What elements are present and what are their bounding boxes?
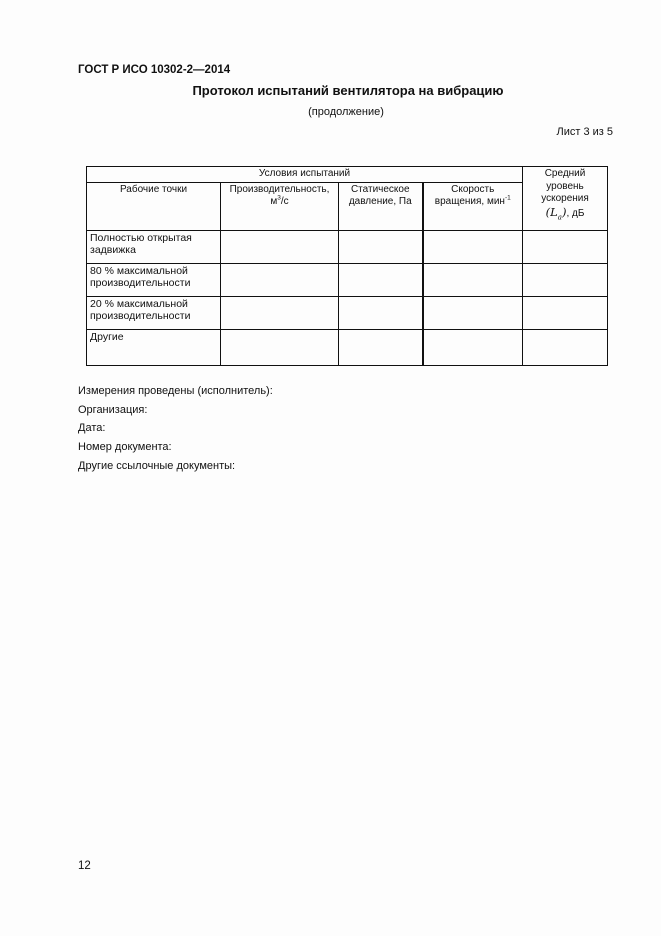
field-document-number: Номер документа:: [78, 441, 172, 453]
sheet-indicator: Лист 3 из 5: [556, 126, 613, 138]
col-header-operating-points: Рабочие точки: [87, 182, 221, 230]
test-protocol-table: [86, 166, 608, 366]
table-cell[interactable]: [339, 230, 423, 263]
table-cell[interactable]: [221, 230, 339, 263]
group-header-test-conditions: Условия испытаний: [87, 167, 523, 183]
page-title: Протокол испытаний вентилятора на вибрацию: [192, 83, 504, 98]
row-label: 80 % максимальной производительности: [87, 263, 221, 296]
table-cell[interactable]: [523, 296, 608, 329]
table-cell[interactable]: [221, 296, 339, 329]
row-label: Другие: [87, 329, 221, 365]
standard-id: ГОСТ Р ИСО 10302-2—2014: [78, 64, 231, 76]
table-cell[interactable]: [423, 329, 523, 365]
table-cell[interactable]: [221, 263, 339, 296]
page-number: 12: [78, 860, 91, 872]
table-cell[interactable]: [221, 329, 339, 365]
table-cell[interactable]: [339, 263, 423, 296]
table-row: [87, 230, 608, 263]
table-cell[interactable]: [423, 263, 523, 296]
page-subtitle: (продолжение): [308, 106, 384, 118]
col-header-flow-rate: Производительность, $м^3/с$: [221, 182, 339, 230]
table-cell[interactable]: [339, 296, 423, 329]
table-cell[interactable]: [423, 296, 523, 329]
row-label: Полностью открытая задвижка: [87, 230, 221, 263]
col-header-static-pressure: Статическое давление, Па: [339, 182, 423, 230]
row-label: 20 % максимальной производительности: [87, 296, 221, 329]
table-cell[interactable]: [523, 230, 608, 263]
table-cell[interactable]: [523, 263, 608, 296]
table-row: [87, 263, 608, 296]
table-row: [87, 329, 608, 365]
table-cell[interactable]: [339, 329, 423, 365]
field-other-references: Другие ссылочные документы:: [78, 460, 236, 472]
table-cell[interactable]: [423, 230, 523, 263]
la-symbol: $(L_a)$: [545, 204, 567, 221]
col-header-rotation-speed: Скорость вращения, мин$^{-1}$: [423, 182, 523, 230]
col-header-avg-acceleration-label: Средний уровень ускорения: [541, 168, 589, 204]
field-date: Дата:: [78, 422, 106, 434]
col-header-avg-acceleration: Средний уровень ускорения $(L_a)$, дБ: [523, 167, 608, 231]
field-organization: Организация:: [78, 404, 148, 416]
field-measured-by: Измерения проведены (исполнитель):: [78, 385, 273, 397]
table-cell[interactable]: [523, 329, 608, 365]
table-row: [87, 296, 608, 329]
